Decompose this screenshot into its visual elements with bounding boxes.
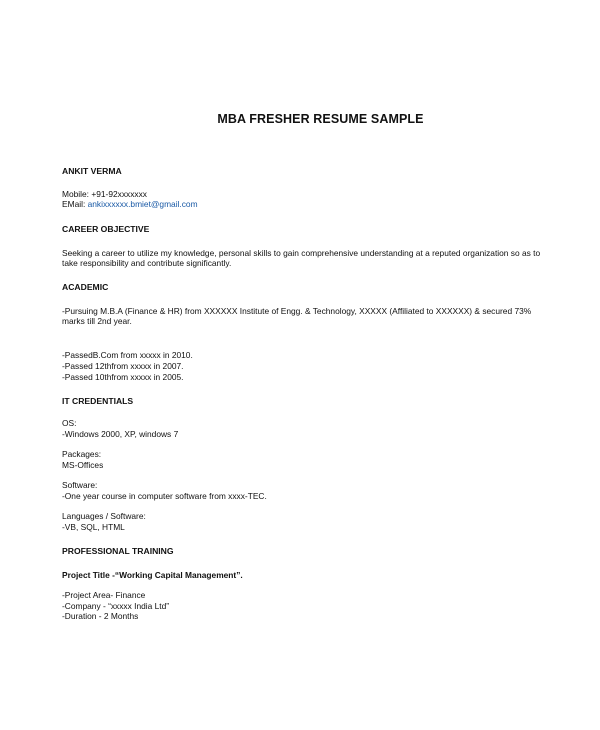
training-item: -Project Area- Finance	[62, 590, 146, 600]
mobile-label: Mobile:	[62, 189, 89, 199]
training-item: -Duration - 2 Months	[62, 611, 139, 621]
it-credentials-heading: IT CREDENTIALS	[62, 396, 134, 406]
career-objective-heading: CAREER OBJECTIVE	[62, 224, 150, 234]
mobile-line	[62, 189, 147, 200]
os-value: -Windows 2000, XP, windows 7	[62, 429, 179, 439]
academic-item: -Passed 12thfrom xxxxx in 2007.	[62, 361, 184, 371]
career-objective-line-2: take responsibility and contribute significantly.	[62, 258, 232, 268]
email-link[interactable]: ankixxxxxx.bmiet@gmail.com	[87, 199, 198, 209]
academic-item: -Passed 10thfrom xxxxx in 2005.	[62, 372, 184, 382]
languages-label: Languages / Software:	[62, 511, 146, 521]
packages-label: Packages:	[62, 449, 102, 459]
email-line	[62, 199, 198, 210]
career-objective-line-1: Seeking a career to utilize my knowledge, personal skills to gain comprehensive understanding at a reputed organization so as to	[62, 248, 541, 258]
training-item: -Company - “xxxxx India Ltd”	[62, 601, 170, 611]
packages-value: MS-Offices	[62, 460, 104, 470]
academic-mba-line-2: marks till 2nd year.	[62, 316, 132, 326]
document-title: MBA FRESHER RESUME SAMPLE	[217, 112, 424, 126]
academic-mba-line-1: -Pursuing M.B.A (Finance & HR) from XXXXXX Institute of Engg. & Technology, XXXXX (Affiliated to XXXXXX) & secured 73%	[62, 306, 532, 316]
academic-heading: ACADEMIC	[62, 282, 109, 292]
candidate-name: ANKIT VERMA	[62, 166, 122, 176]
software-label: Software:	[62, 480, 98, 490]
academic-item: -PassedB.Com from xxxxx in 2010.	[62, 350, 193, 360]
professional-training-heading: PROFESSIONAL TRAINING	[62, 546, 174, 556]
project-title: Project Title -“Working Capital Management”.	[62, 570, 243, 580]
mobile-value: +91-92xxxxxxx	[91, 189, 147, 199]
software-value: -One year course in computer software from xxxx-TEC.	[62, 491, 267, 501]
os-label: OS:	[62, 418, 77, 428]
languages-value: -VB, SQL, HTML	[62, 522, 125, 532]
email-label: EMail:	[62, 199, 86, 209]
